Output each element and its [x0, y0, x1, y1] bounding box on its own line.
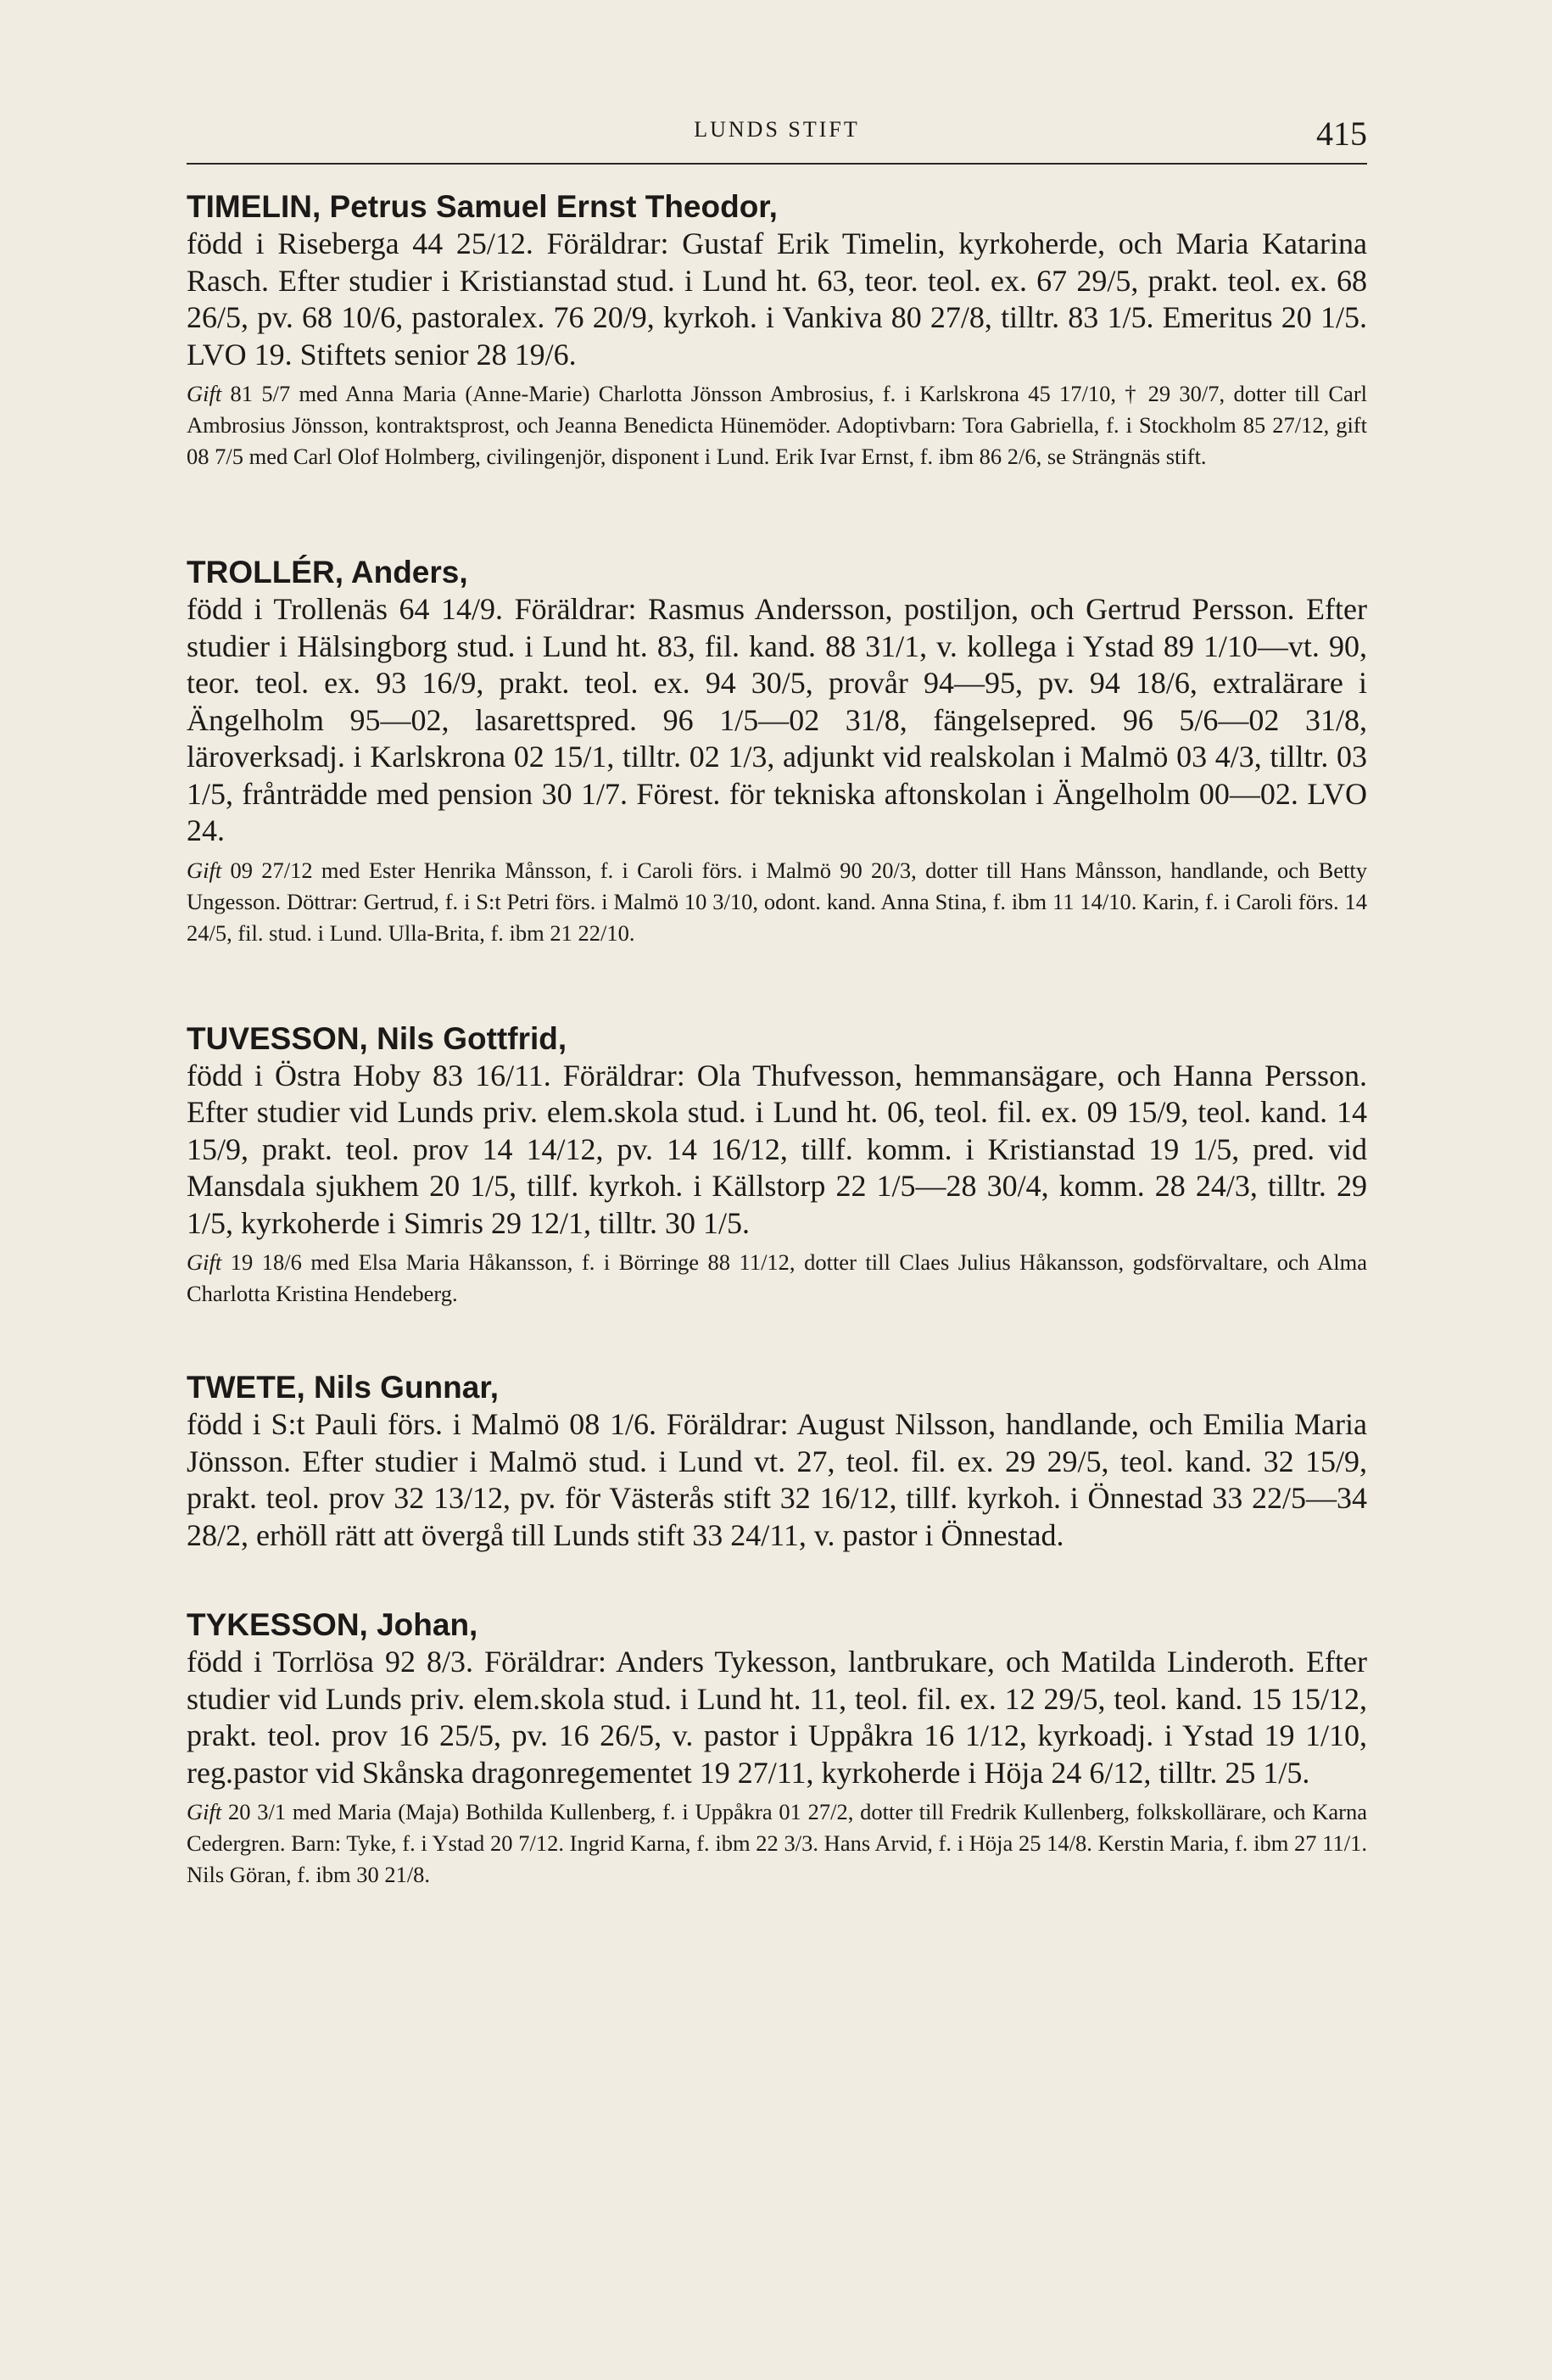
page-content [187, 188, 1367, 1891]
entry-family [187, 378, 1367, 472]
entry-family [187, 1247, 1367, 1310]
entry-biography: född i Torrlösa 92 8/3. Föräldrar: Anders Tykesson, lantbrukare, och Matilda Linderoth. Efter studier vid Lunds priv. elem.skola stud. i Lund ht. 11, teol. fil. ex. 12 29/5, teol. kand. 15 15/12, prakt. teol. prov 16 25/5, pv. 16 26/5, v. pastor i Uppåkra 16 1/12, kyrkoadj. i Ystad 19 1/10, reg.pastor vid Skånska dragonregementet 19 27/11, kyrkoherde i Höja 24 6/12, tilltr. 25 1/5. [187, 1645, 1367, 1790]
family-text: 20 3/1 med Maria (Maja) Bothilda Kullenberg, f. i Uppåkra 01 27/2, dotter till Fredrik Kullenberg, folkskollärare, och Karna Cedergren. Barn: Tyke, f. i Ystad 20 7/12. Ingrid Karna, f. ibm 22 3/3. Hans Arvid, f. i Höja 25 14/8. Kerstin Maria, f. ibm 27 11/1. Nils Göran, f. ibm 30 21/8. [187, 1799, 1367, 1887]
family-text: 19 18/6 med Elsa Maria Håkansson, f. i Börringe 88 11/12, dotter till Claes Julius Håkansson, godsförvaltare, och Alma Charlotta Kristina Hendeberg. [187, 1249, 1367, 1306]
family-lead: Gift [187, 1249, 222, 1275]
running-head: LUNDS STIFT [694, 117, 860, 142]
biography-entry [187, 554, 1367, 949]
biography-entry [187, 1606, 1367, 1891]
biography-entry [187, 1020, 1367, 1310]
family-text: 81 5/7 med Anna Maria (Anne-Marie) Charlotta Jönsson Ambrosius, f. i Karlskrona 45 17/10, † 29 30/7, dotter till Carl Ambrosius Jönsson, kontraktsprost, och Jeanna Benedicta Hünemöder. Adoptivbarn: Tora Gabriella, f. i Stockholm 85 27/12, gift 08 7/5 med Carl Olof Holmberg, civilingenjör, disponent i Lund. Erik Ivar Ernst, f. ibm 86 2/6, se Strängnäs stift. [187, 381, 1367, 469]
entry-family [187, 1796, 1367, 1891]
entry-name: TUVESSON, Nils Gottfrid, [187, 1020, 567, 1056]
entry-family [187, 855, 1367, 949]
family-lead: Gift [187, 1799, 222, 1824]
entry-gap [187, 949, 1367, 1020]
entry-name: TWETE, Nils Gunnar, [187, 1370, 499, 1405]
family-text: 09 27/12 med Ester Henrika Månsson, f. i Caroli förs. i Malmö 90 20/3, dotter till Hans Månsson, handlande, och Betty Ungesson. Döttrar: Gertrud, f. i S:t Petri förs. i Malmö 10 3/10, odont. kand. Anna Stina, f. ibm 11 14/10. Karin, f. i Caroli förs. 14 24/5, fil. stud. i Lund. Ulla-Brita, f. ibm 21 22/10. [187, 857, 1367, 946]
entry-biography: född i Östra Hoby 83 16/11. Föräldrar: Ola Thufvesson, hemmansägare, och Hanna Persson. Efter studier vid Lunds priv. elem.skola stud. i Lund ht. 06, teol. fil. ex. 09 15/9, teol. kand. 14 15/9, prakt. teol. prov 14 14/12, pv. 14 16/12, tillf. komm. i Kristianstad 19 1/5, pred. vid Mansdala sjukhem 20 1/5, tillf. kyrkoh. i Källstorp 22 1/5—28 30/4, komm. 28 24/3, tilltr. 29 1/5, kyrkoherde i Simris 29 12/1, tilltr. 30 1/5. [187, 1058, 1367, 1240]
biography-entry [187, 1369, 1367, 1554]
entry-name: TIMELIN, Petrus Samuel Ernst Theodor, [187, 189, 778, 224]
family-lead: Gift [187, 381, 222, 406]
page-number: 415 [1316, 115, 1367, 153]
entry-biography: född i Riseberga 44 25/12. Föräldrar: Gustaf Erik Timelin, kyrkoherde, och Maria Katarina Rasch. Efter studier i Kristianstad stud. i Lund ht. 63, teor. teol. ex. 67 29/5, prakt. teol. ex. 68 26/5, pv. 68 10/6, pastoralex. 76 20/9, kyrkoh. i Vankiva 80 27/8, tilltr. 83 1/5. Emeritus 20 1/5. LVO 19. Stiftets senior 28 19/6. [187, 226, 1367, 372]
entry-name: TROLLÉR, Anders, [187, 555, 468, 589]
entry-biography: född i S:t Pauli förs. i Malmö 08 1/6. Föräldrar: August Nilsson, handlande, och Emilia Maria Jönsson. Efter studier i Malmö stud. i Lund vt. 27, teol. fil. ex. 29 29/5, teol. kand. 32 15/9, prakt. teol. prov 32 13/12, pv. för Västerås stift 32 16/12, tillf. kyrkoh. i Önnestad 33 22/5—34 28/2, erhöll rätt att övergå till Lunds stift 33 24/11, v. pastor i Önnestad. [187, 1407, 1367, 1552]
entry-gap [187, 472, 1367, 554]
entry-gap [187, 1310, 1367, 1369]
entry-biography: född i Trollenäs 64 14/9. Föräldrar: Rasmus Andersson, postiljon, och Gertrud Persson. Efter studier i Hälsingborg stud. i Lund ht. 83, fil. kand. 88 31/1, v. kollega i Ystad 89 1/10—vt. 90, teor. teol. ex. 93 16/9, prakt. teol. ex. 94 30/5, provår 94—95, pv. 94 18/6, extralärare i Ängelholm 95—02, lasarettspred. 96 1/5—02 31/8, fängelsepred. 96 5/6—02 31/8, läroverksadj. i Karlskrona 02 15/1, tilltr. 02 1/3, adjunkt vid realskolan i Malmö 03 4/3, tilltr. 03 1/5, frånträdde med pension 30 1/7. Förest. för tekniska aftonskolan i Ängelholm 00—02. LVO 24. [187, 592, 1367, 847]
page-header [187, 110, 1367, 165]
biography-entry [187, 188, 1367, 472]
family-lead: Gift [187, 857, 222, 883]
entry-gap [187, 1554, 1367, 1606]
entry-name: TYKESSON, Johan, [187, 1607, 478, 1642]
